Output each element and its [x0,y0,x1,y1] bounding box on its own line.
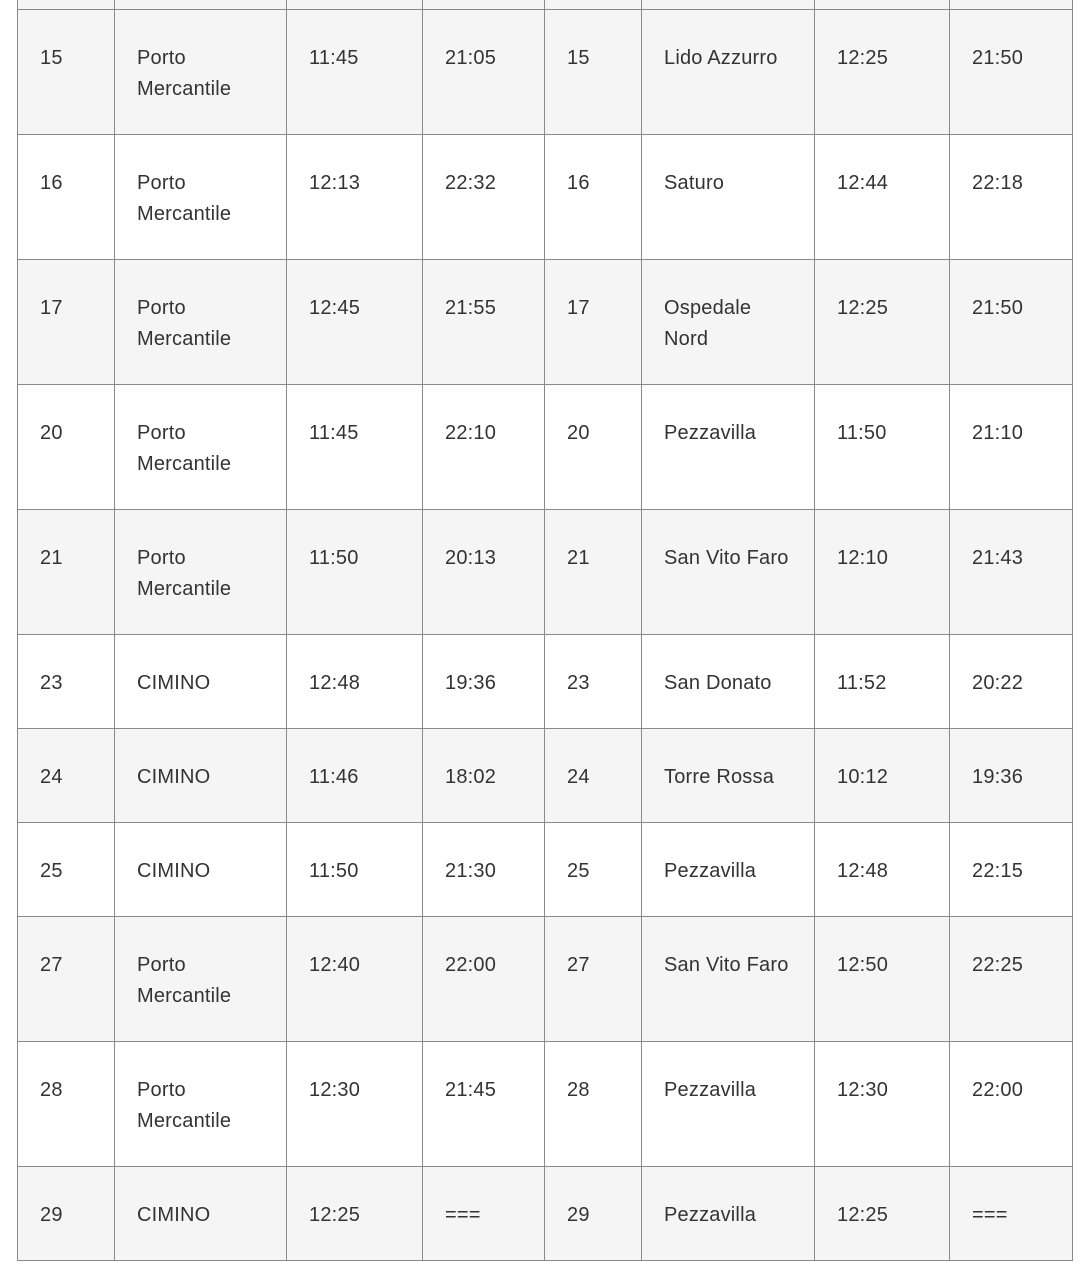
day-cell: 16 [18,135,115,260]
return-time-cell: 19:36 [423,635,545,729]
destination-cell: San Vito Faro [642,917,815,1042]
table-row [18,1042,1073,1167]
destination-cell: San Vito Faro [642,510,815,635]
table-row [18,385,1073,510]
table-row [18,635,1073,729]
return-time-cell: 21:50 [950,10,1073,135]
table-row [18,510,1073,635]
day-cell: 27 [18,917,115,1042]
departure-time-cell: 12:25 [815,10,950,135]
table-row [18,917,1073,1042]
return-time-cell: 22:00 [423,917,545,1042]
table-row [18,135,1073,260]
departure-time-cell: 12:40 [287,917,423,1042]
departure-time-cell: 11:50 [287,823,423,917]
departure-time-cell: 12:13 [287,135,423,260]
day-cell: 21 [545,510,642,635]
day-cell: 21 [18,510,115,635]
day-cell: 27 [545,917,642,1042]
schedule-table [17,0,1073,1261]
destination-cell: Pezzavilla [642,385,815,510]
departure-time-cell: 12:50 [815,917,950,1042]
destination-cell: Pezzavilla [642,823,815,917]
table-row [18,10,1073,135]
origin-cell: Porto Mercantile [115,1042,287,1167]
departure-time-cell: 12:45 [287,260,423,385]
destination-cell: Lido Azzurro [642,10,815,135]
day-cell: 17 [18,260,115,385]
origin-cell: Porto Mercantile [115,510,287,635]
origin-cell: Porto Mercantile [115,917,287,1042]
day-cell: 24 [18,729,115,823]
departure-time-cell: 12:30 [287,1042,423,1167]
return-time-cell: 21:45 [423,1042,545,1167]
return-time-cell: 21:05 [423,10,545,135]
day-cell: 25 [18,823,115,917]
departure-time-cell: 11:50 [287,510,423,635]
destination-cell: Torre Rossa [642,729,815,823]
destination-cell: Ospedale Nord [642,260,815,385]
return-time-cell: 21:55 [423,260,545,385]
origin-cell: Porto Mercantile [115,135,287,260]
return-time-cell: 21:10 [950,385,1073,510]
departure-time-cell: 12:25 [815,260,950,385]
return-time-cell: 20:22 [950,635,1073,729]
return-time-cell: 18:02 [423,729,545,823]
return-time-cell: 22:15 [950,823,1073,917]
departure-time-cell: 11:50 [815,385,950,510]
origin-cell: Porto Mercantile [115,260,287,385]
return-time-cell: 22:18 [950,135,1073,260]
departure-time-cell: 11:45 [287,10,423,135]
day-cell: 15 [545,10,642,135]
origin-cell: Porto Mercantile [115,10,287,135]
departure-time-cell: 12:10 [815,510,950,635]
departure-time-cell: 12:44 [815,135,950,260]
day-cell: 28 [545,1042,642,1167]
table-row [18,260,1073,385]
destination-cell: Pezzavilla [642,1042,815,1167]
return-time-cell: 19:36 [950,729,1073,823]
return-time-cell: 22:00 [950,1042,1073,1167]
departure-time-cell: 10:12 [815,729,950,823]
day-cell: 20 [18,385,115,510]
departure-time-cell: 12:48 [287,635,423,729]
departure-time-cell: 11:45 [287,385,423,510]
departure-time-cell: 12:25 [815,1167,950,1261]
departure-time-cell: 12:25 [287,1167,423,1261]
return-time-cell: 21:50 [950,260,1073,385]
table-row [18,823,1073,917]
return-time-cell: 20:13 [423,510,545,635]
origin-cell: CIMINO [115,635,287,729]
origin-cell: CIMINO [115,1167,287,1261]
destination-cell: Pezzavilla [642,1167,815,1261]
return-time-cell: 21:30 [423,823,545,917]
table-row [18,1167,1073,1261]
table-row-partial [18,0,1073,10]
return-time-cell: === [950,1167,1073,1261]
day-cell: 23 [545,635,642,729]
day-cell: 28 [18,1042,115,1167]
departure-time-cell: 11:52 [815,635,950,729]
day-cell: 25 [545,823,642,917]
day-cell: 17 [545,260,642,385]
departure-time-cell: 12:48 [815,823,950,917]
departure-time-cell: 12:30 [815,1042,950,1167]
departure-time-cell: 11:46 [287,729,423,823]
day-cell: 29 [18,1167,115,1261]
destination-cell: Saturo [642,135,815,260]
return-time-cell: 22:25 [950,917,1073,1042]
return-time-cell: 22:10 [423,385,545,510]
schedule-table-container [17,0,1072,1261]
origin-cell: CIMINO [115,729,287,823]
destination-cell: San Donato [642,635,815,729]
origin-cell: CIMINO [115,823,287,917]
day-cell: 15 [18,10,115,135]
origin-cell: Porto Mercantile [115,385,287,510]
day-cell: 16 [545,135,642,260]
day-cell: 29 [545,1167,642,1261]
day-cell: 23 [18,635,115,729]
return-time-cell: 21:43 [950,510,1073,635]
day-cell: 24 [545,729,642,823]
table-row [18,729,1073,823]
day-cell: 20 [545,385,642,510]
return-time-cell: === [423,1167,545,1261]
return-time-cell: 22:32 [423,135,545,260]
